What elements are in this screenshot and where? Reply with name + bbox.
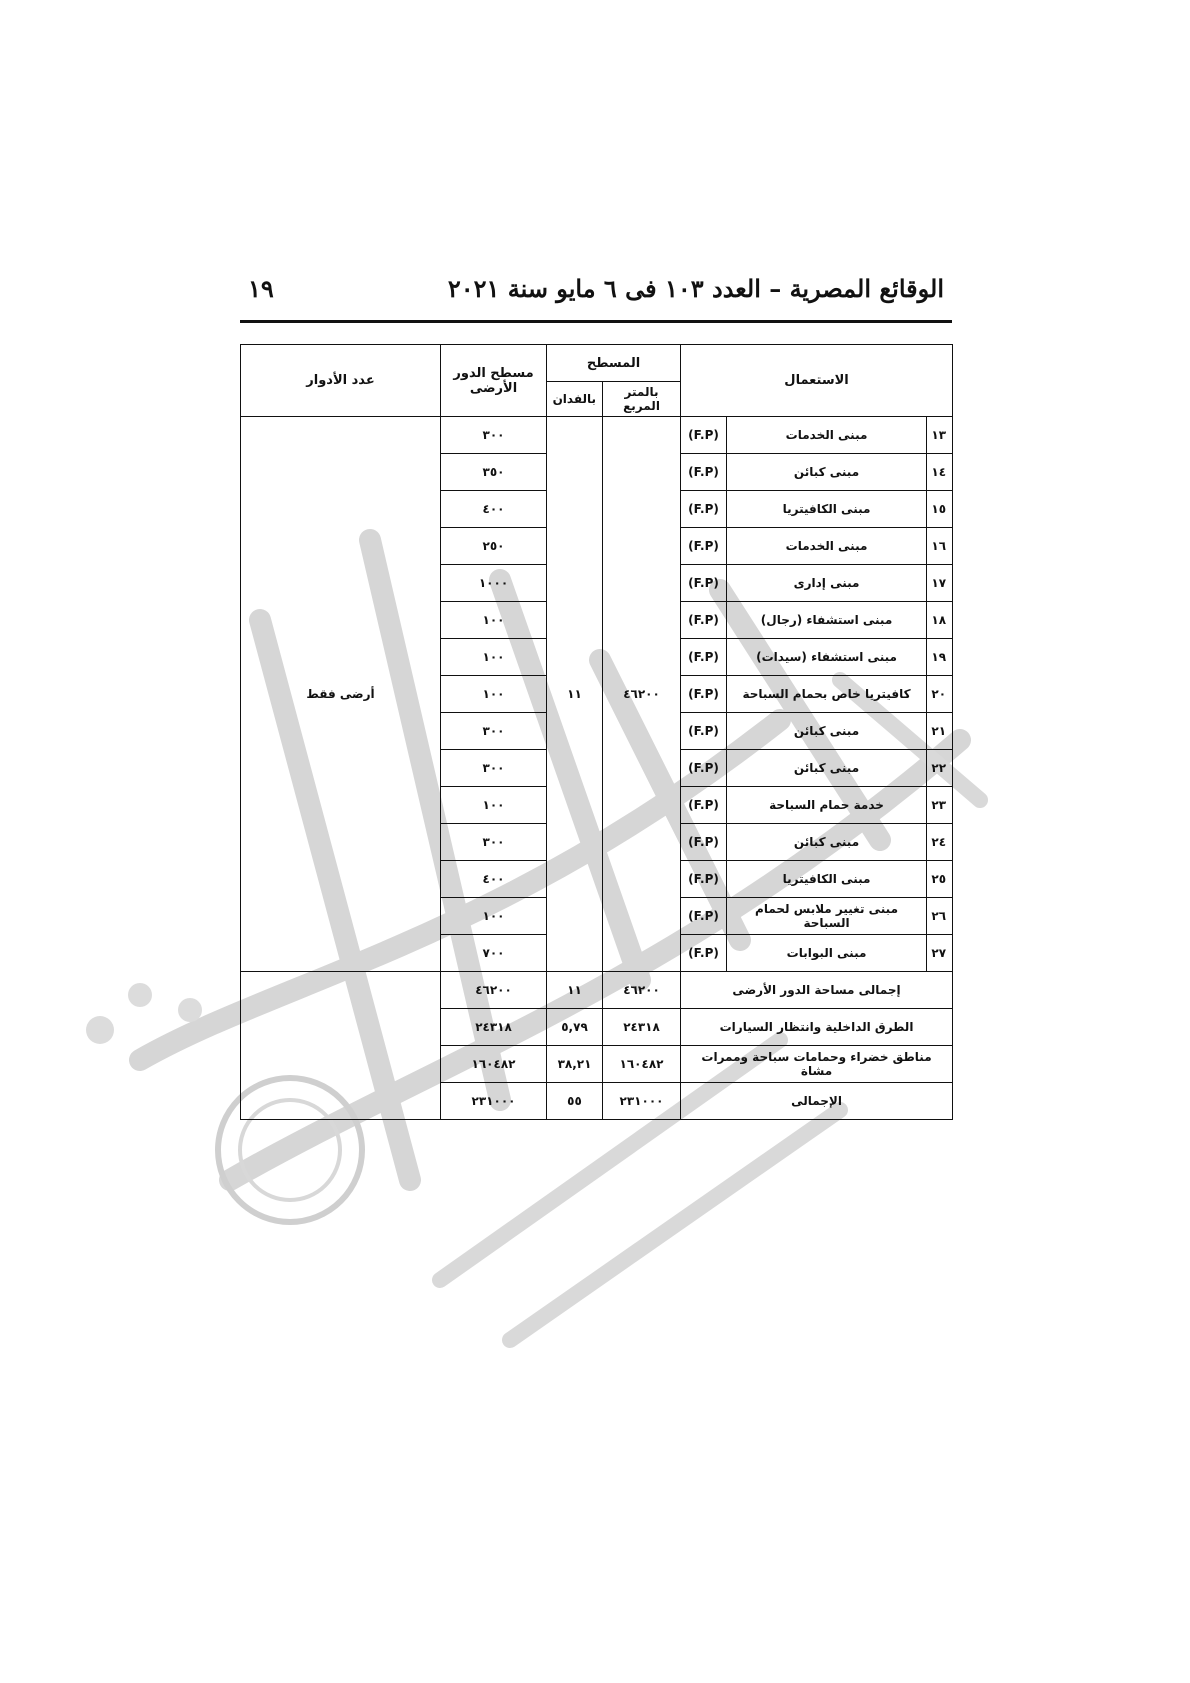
row-use: مبنى البوابات: [727, 935, 927, 972]
total-area-m2: ٢٤٣١٨: [603, 1009, 681, 1046]
row-use: مبنى كبائن: [727, 454, 927, 491]
row-use: خدمة حمام السباحة: [727, 787, 927, 824]
row-ground-area: ٧٠٠: [441, 935, 547, 972]
row-ground-area: ٣٠٠: [441, 824, 547, 861]
row-ground-area: ١٠٠: [441, 676, 547, 713]
row-fp: (F.P): [681, 602, 727, 639]
merged-area-m2: ٤٦٢٠٠: [603, 417, 681, 972]
row-use: مبنى كبائن: [727, 750, 927, 787]
row-number: ٢٤: [927, 824, 953, 861]
row-ground-area: ١٠٠: [441, 787, 547, 824]
table-row: [241, 417, 953, 454]
page-header: [240, 268, 952, 323]
total-area-m2: ٢٣١٠٠٠: [603, 1083, 681, 1120]
total-row: [241, 972, 953, 1009]
total-area-m2: ١٦٠٤٨٢: [603, 1046, 681, 1083]
header-title: الوقائع المصرية – العدد ١٠٣ فى ٦ مايو سنة ٢٠٢١: [447, 274, 944, 303]
row-use: مبنى كبائن: [727, 713, 927, 750]
row-number: ١٣: [927, 417, 953, 454]
row-use: مبنى استشفاء (سيدات): [727, 639, 927, 676]
row-ground-area: ٣٠٠: [441, 750, 547, 787]
row-fp: (F.P): [681, 676, 727, 713]
merged-area-feddan: ١١: [547, 417, 603, 972]
row-number: ١٨: [927, 602, 953, 639]
row-number: ٢٣: [927, 787, 953, 824]
row-use: مبنى استشفاء (رجال): [727, 602, 927, 639]
row-number: ٢٧: [927, 935, 953, 972]
row-number: ٢٠: [927, 676, 953, 713]
row-fp: (F.P): [681, 565, 727, 602]
row-use: مبنى الكافيتريا: [727, 491, 927, 528]
header-ground-floor-area: مسطح الدور الأرضى: [441, 345, 547, 417]
page-number: ١٩: [248, 274, 274, 303]
row-number: ١٧: [927, 565, 953, 602]
total-area-feddan: ١١: [547, 972, 603, 1009]
header-use: الاستعمال: [681, 345, 953, 417]
row-fp: (F.P): [681, 491, 727, 528]
row-use: مبنى الخدمات: [727, 528, 927, 565]
row-ground-area: ٣٠٠: [441, 713, 547, 750]
row-ground-area: ١٠٠٠: [441, 565, 547, 602]
row-ground-area: ٣٥٠: [441, 454, 547, 491]
row-ground-area: ٤٠٠: [441, 491, 547, 528]
row-fp: (F.P): [681, 417, 727, 454]
row-use: مبنى تغيير ملابس لحمام السباحة: [727, 898, 927, 935]
header-area-m2: بالمتر المربع: [603, 382, 681, 417]
total-ground-area: ٢٤٣١٨: [441, 1009, 547, 1046]
total-label: الإجمالى: [681, 1083, 953, 1120]
row-use: مبنى إدارى: [727, 565, 927, 602]
land-use-table: [240, 344, 953, 1120]
row-fp: (F.P): [681, 935, 727, 972]
row-fp: (F.P): [681, 713, 727, 750]
merged-floors: أرضى فقط: [241, 417, 441, 972]
row-ground-area: ١٠٠: [441, 602, 547, 639]
row-use: مبنى الكافيتريا: [727, 861, 927, 898]
row-ground-area: ٢٥٠: [441, 528, 547, 565]
row-number: ٢٦: [927, 898, 953, 935]
total-area-feddan: ٥,٧٩: [547, 1009, 603, 1046]
total-label: إجمالى مساحة الدور الأرضى: [681, 972, 953, 1009]
header-floors-count: عدد الأدوار: [241, 345, 441, 417]
row-number: ١٥: [927, 491, 953, 528]
row-ground-area: ١٠٠: [441, 898, 547, 935]
row-number: ١٩: [927, 639, 953, 676]
row-fp: (F.P): [681, 750, 727, 787]
row-fp: (F.P): [681, 454, 727, 491]
row-ground-area: ١٠٠: [441, 639, 547, 676]
row-use: مبنى الخدمات: [727, 417, 927, 454]
row-ground-area: ٣٠٠: [441, 417, 547, 454]
header-area-feddan: بالفدان: [547, 382, 603, 417]
row-use: كافيتريا خاص بحمام السباحة: [727, 676, 927, 713]
row-fp: (F.P): [681, 787, 727, 824]
total-label: مناطق خضراء وحمامات سباحة وممرات مشاة: [681, 1046, 953, 1083]
row-number: ١٤: [927, 454, 953, 491]
total-ground-area: ٢٣١٠٠٠: [441, 1083, 547, 1120]
row-fp: (F.P): [681, 824, 727, 861]
row-fp: (F.P): [681, 898, 727, 935]
row-number: ٢٥: [927, 861, 953, 898]
row-use: مبنى كبائن: [727, 824, 927, 861]
row-fp: (F.P): [681, 861, 727, 898]
row-ground-area: ٤٠٠: [441, 861, 547, 898]
total-area-m2: ٤٦٢٠٠: [603, 972, 681, 1009]
row-fp: (F.P): [681, 528, 727, 565]
total-area-feddan: ٣٨,٢١: [547, 1046, 603, 1083]
total-area-feddan: ٥٥: [547, 1083, 603, 1120]
total-ground-area: ٤٦٢٠٠: [441, 972, 547, 1009]
row-fp: (F.P): [681, 639, 727, 676]
row-number: ٢٢: [927, 750, 953, 787]
row-number: ٢١: [927, 713, 953, 750]
total-ground-area: ١٦٠٤٨٢: [441, 1046, 547, 1083]
total-label: الطرق الداخلية وانتظار السيارات: [681, 1009, 953, 1046]
table-header-row: [241, 345, 953, 382]
header-area: المسطح: [547, 345, 681, 382]
row-number: ١٦: [927, 528, 953, 565]
totals-floors-empty: [241, 972, 441, 1120]
